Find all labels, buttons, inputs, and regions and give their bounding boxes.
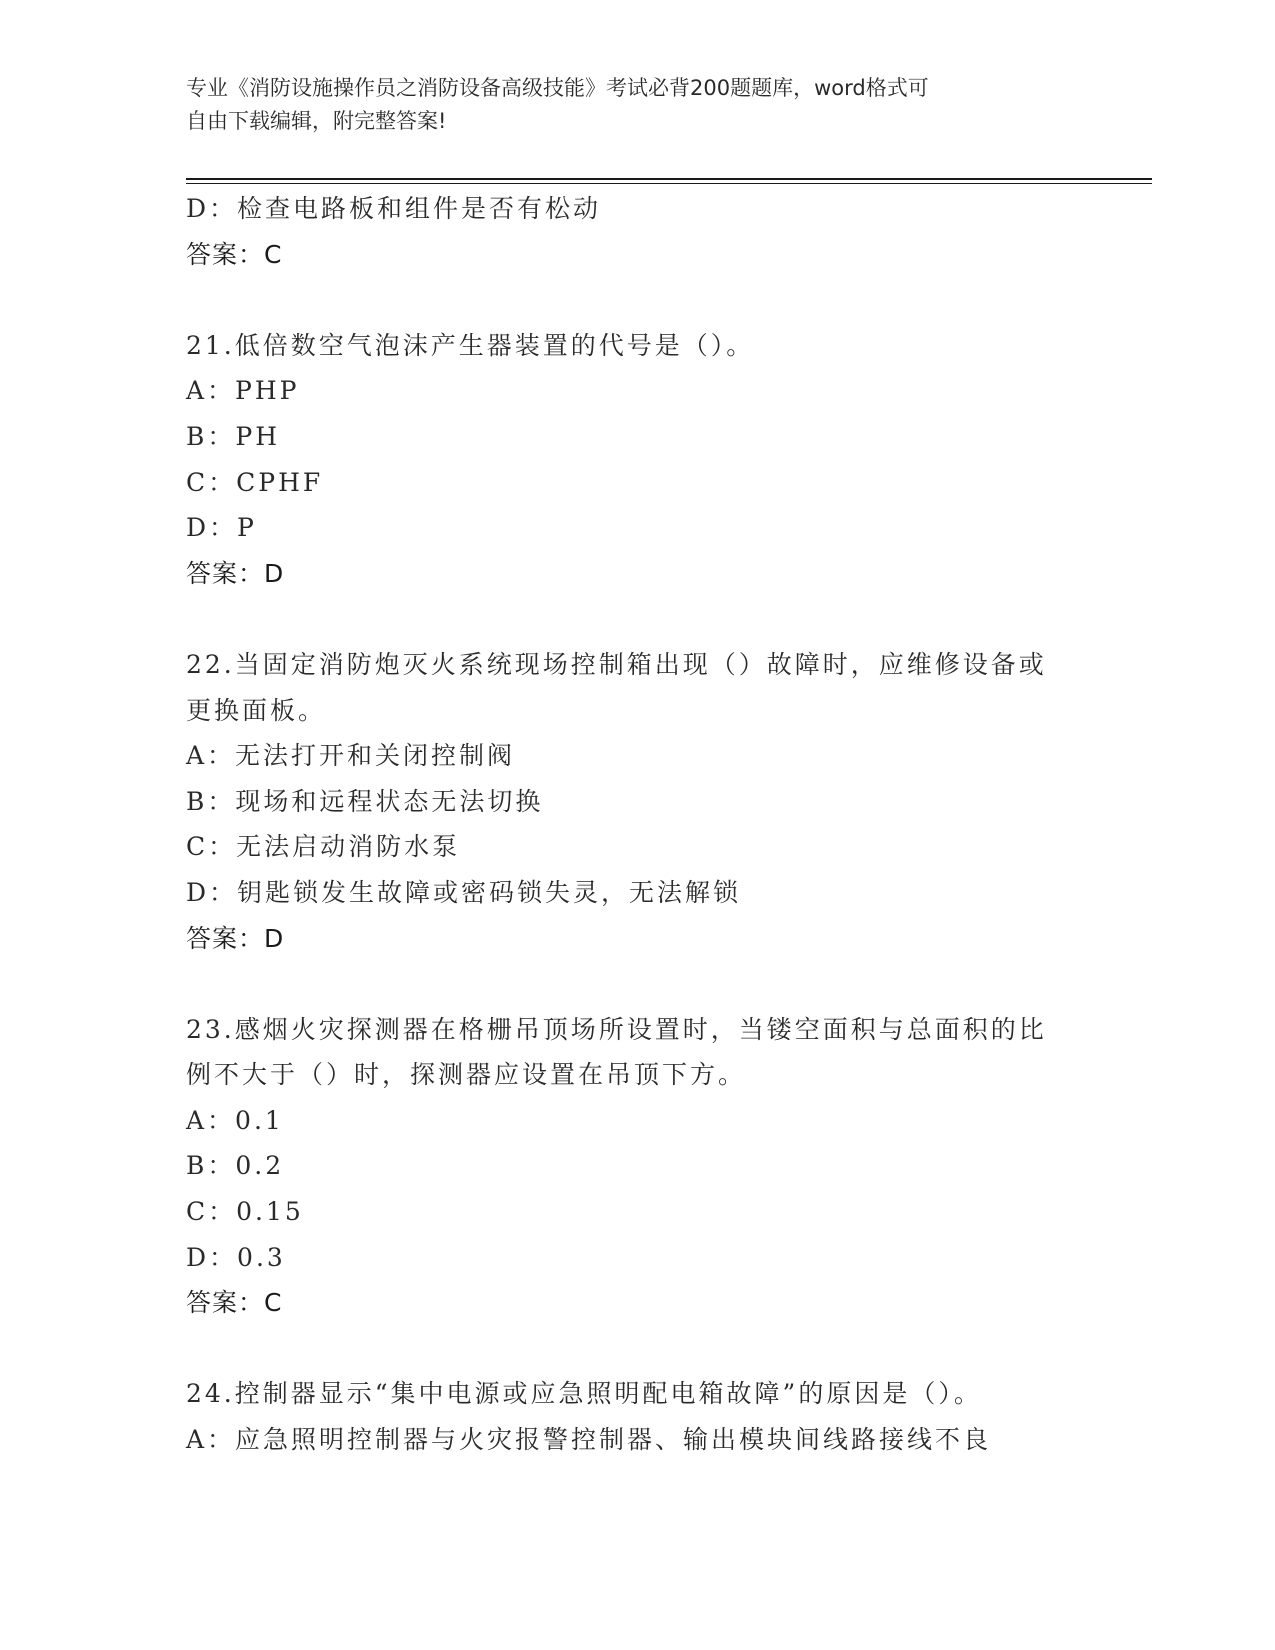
header-divider-thick [186, 178, 1152, 180]
option-line: C：0.15 [186, 1197, 304, 1227]
option-line: A：无法打开和关闭控制阀 [186, 741, 516, 771]
option-line: C：CPHF [186, 467, 324, 497]
option-line: D：检查电路板和组件是否有松动 [186, 194, 602, 223]
paragraph-gap [186, 1326, 1086, 1372]
option-line: A：应急照明控制器与火灾报警控制器、输出模块间线路接线不良 [186, 1425, 992, 1455]
option-line: B：PH [186, 421, 280, 451]
option-line: D：0.3 [186, 1242, 286, 1272]
answer-line: 答案：D [186, 923, 285, 953]
option-line: D：钥匙锁发生故障或密码锁失灵，无法解锁 [186, 877, 742, 907]
option-line: B：现场和远程状态无法切换 [186, 786, 544, 816]
question-text: 22.当固定消防炮灭火系统现场控制箱出现（）故障时，应维修设备或 [186, 649, 1047, 679]
option-line: A：PHP [186, 376, 300, 406]
header-divider-thin [186, 183, 1152, 184]
option-line: A：0.1 [186, 1105, 284, 1135]
paragraph-gap [186, 961, 1086, 1007]
question-text: 24.控制器显示“集中电源或应急照明配电箱故障”的原因是（）。 [186, 1379, 982, 1409]
question-text: 23.感烟火灾探测器在格栅吊顶场所设置时，当镂空面积与总面积的比 [186, 1014, 1047, 1044]
option-line: D：P [186, 513, 257, 543]
question-text: 更换面板。 [186, 695, 327, 725]
paragraph-gap [186, 277, 1086, 323]
question-text: 21.低倍数空气泡沫产生器装置的代号是（）。 [186, 330, 755, 360]
question-text: 例不大于（）时，探测器应设置在吊顶下方。 [186, 1060, 747, 1090]
answer-line: 答案：C [186, 1288, 283, 1318]
answer-line: 答案：C [186, 239, 283, 269]
option-line: C：无法启动消防水泵 [186, 832, 461, 862]
answer-line: 答案：D [186, 558, 285, 588]
question-body [186, 186, 1086, 1463]
header-line-1: 专业《消防设施操作员之消防设备高级技能》考试必背200题题库，word格式可 [186, 76, 929, 100]
paragraph-gap [186, 596, 1086, 642]
header-line-2: 自由下载编辑，附完整答案! [186, 109, 447, 133]
option-line: B：0.2 [186, 1151, 285, 1181]
document-header [186, 72, 1086, 138]
